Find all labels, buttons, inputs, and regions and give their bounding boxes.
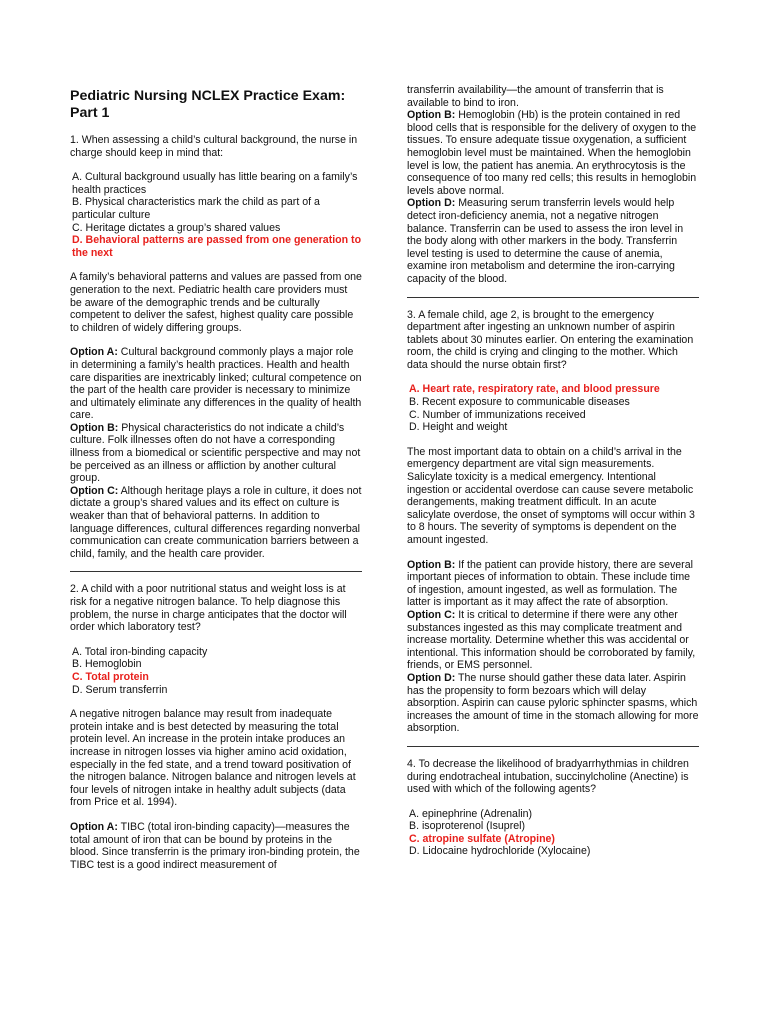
question-3-stem: 3. A female child, age 2, is brought to the emergency department after ingesting an unknown number of aspirin tablets about 30 minutes earlier. On entering the examination room, the child is crying and clinging to the mother. Which data should the nurse obtain first?: [407, 308, 694, 371]
question-2-stem: 2. A child with a poor nutritional status and weight loss is at risk for a negative nitrogen balance. To help diagnose this problem, the nurse in charge anticipates that the doctor will order which laboratory test?: [70, 583, 347, 634]
question-4-option-a: A. epinephrine (Adrenalin): [409, 807, 533, 820]
rationale-text: Measuring serum transferrin levels would help detect iron-deficiency anemia, not a negative nitrogen balance. Transferrin can be used to assess the iron level in the body along with other markers in the body. Transferrin level testing is used to determine the cause of anemia, examine iron metabolism and determine the iron-carrying capacity of the blood.: [407, 197, 684, 285]
question-1-option-a: A. Cultural background usually has little bearing on a family’s health practices: [72, 171, 358, 196]
question-2-option-b: B. Hemoglobin: [72, 658, 142, 671]
question-4-option-c-correct: C. atropine sulfate (Atropine): [409, 832, 555, 845]
rationale-label: Option B:: [407, 558, 456, 571]
question-1-stem: 1. When assessing a child’s cultural background, the nurse in charge should keep in mind that:: [70, 134, 358, 159]
question-2-rationale-d: [407, 197, 699, 285]
question-2-explanation: A negative nitrogen balance may result from inadequate protein intake and is best detected by measuring the total protein level. An increase in the protein intake produces an increase in nitrogen losses via higher amino acid oxidation, especially in the fed state, and a trend toward positivation of the nitrogen balance. Nitrogen balance and nitrogen levels at four levels of nitrogen intake in healthy adult subjects (data from Price et al. 1994).: [70, 708, 356, 809]
rationale-text: It is critical to determine if there were any other substances ingested as this may complicate treatment and increase mortality. Determine whether this was accidental or intentional. This information should be corroborated by family, friends, or EMS personnel.: [407, 608, 696, 672]
rationale-text: Hemoglobin (Hb) is the protein contained in red blood cells that is responsible for the delivery of oxygen to the tissues. To ensure adequate tissue oxygenation, a sufficient hemoglobin level must be maintained. When the hemoglobin level is low, the patient has anemia. An erythrocytosis is the consequence of too many red cells; this results in hemoglobin levels above normal.: [407, 109, 697, 197]
page-title: Pediatric Nursing NCLEX Practice Exam: Part 1: [70, 88, 346, 121]
rationale-label: Option C:: [70, 484, 119, 497]
question-2-rationale-a-continued: transferrin availability—the amount of transferrin that is available to bind to iron.: [407, 84, 664, 109]
rationale-label: Option B:: [407, 109, 456, 122]
question-2-option-d: D. Serum transferrin: [72, 683, 168, 696]
rationale-label: Option D:: [407, 671, 456, 684]
question-3-option-b: B. Recent exposure to communicable diseases: [409, 396, 630, 409]
rationale-label: Option A:: [70, 346, 118, 359]
question-1-explanation: A family’s behavioral patterns and values are passed from one generation to the next. Pediatric health care providers must be aware of the demographic trends and be culturally competent to deliver the safest, highest quality care possible to children of widely differing groups.: [70, 271, 362, 334]
rationale-label: Option A:: [70, 820, 118, 833]
question-2-rationale-a: [70, 821, 362, 871]
question-3-option-c: C. Number of immunizations received: [409, 408, 586, 421]
question-1-option-b: B. Physical characteristics mark the child as part of a particular culture: [72, 196, 320, 221]
question-1-rationale-c: [70, 485, 362, 561]
question-1-option-d-correct: D. Behavioral patterns are passed from one generation to the next: [72, 234, 362, 259]
question-3-option-a-correct: A. Heart rate, respiratory rate, and blood pressure: [409, 383, 660, 396]
question-4-stem: 4. To decrease the likelihood of bradyarrhythmias in children during endotracheal intubation, succinylcholine (Anectine) is used with which of the following agents?: [407, 757, 689, 796]
rationale-label: Option C:: [407, 608, 456, 621]
question-3-rationale-c: [407, 609, 699, 672]
rationale-label: Option D:: [407, 197, 456, 210]
question-2-rationale-b: [407, 109, 699, 197]
rationale-text: If the patient can provide history, there are several important pieces of information to obtain. These include time of ingestion, amount ingested, as well as formulation. The latter is important as it may affect the rate of absorption.: [407, 558, 693, 609]
question-4-option-d: D. Lidocaine hydrochloride (Xylocaine): [409, 845, 591, 858]
question-1-rationale-b: [70, 422, 362, 485]
rationale-text: The nurse should gather these data later. Aspirin has the propensity to form bezoars which will delay absorption. Aspirin can cause pyloric sphincter spasms, which increases the amount of time in the stomach allowing for more absorption.: [407, 671, 699, 735]
rationale-text: Although heritage plays a role in culture, it does not dictate a group’s shared values and its effect on culture is weaker than that of behavioral patterns. In addition to language differences, cultural differences regarding nonverbal communication can create communication barriers between a child, family, and the health care provider.: [70, 484, 362, 560]
rationale-label: Option B:: [70, 421, 119, 434]
question-4-option-b: B. isoproterenol (Isuprel): [409, 820, 525, 833]
question-3-explanation: The most important data to obtain on a child’s arrival in the emergency department are vital sign measurements. Salicylate toxicity is a medical emergency. Intentional ingestion or accidental overdose can cause severe metabolic derangements, making treatment difficult. In an acute salicylate overdose, the onset of symptoms will occur within 3 to 8 hours. The severity of symptoms is dependent on the amount ingested.: [407, 445, 695, 546]
question-2-option-a: A. Total iron-binding capacity: [72, 645, 208, 658]
question-3-rationale-b: [407, 559, 699, 609]
question-1-rationale-a: [70, 346, 362, 422]
question-3-option-d: D. Height and weight: [409, 421, 508, 434]
rationale-text: TIBC (total iron-binding capacity)—measures the total amount of iron that can be bound by proteins in the blood. Since transferrin is the primary iron-binding protein, the TIBC test is a good indirect measurement of: [70, 820, 360, 871]
question-3-rationale-d: [407, 672, 699, 735]
left-column: [70, 84, 362, 871]
rationale-text: Cultural background commonly plays a major role in determining a family’s health practices. Health and health care disparities are inextricably linked; cultural competence on the part of the health care provider is necessary to minimize and ultimately eliminate any differences in the quality of health care.: [70, 346, 362, 422]
rationale-text: Physical characteristics do not indicate a child’s culture. Folk illnesses often do not have a corresponding illness from a biomedical or scientific perspective and may not be perceived as an illness or affliction by another cultural group.: [70, 421, 361, 485]
right-column: [407, 84, 699, 858]
question-1-option-c: C. Heritage dictates a group’s shared values: [72, 221, 281, 234]
question-2-option-c-correct: C. Total protein: [72, 670, 149, 683]
